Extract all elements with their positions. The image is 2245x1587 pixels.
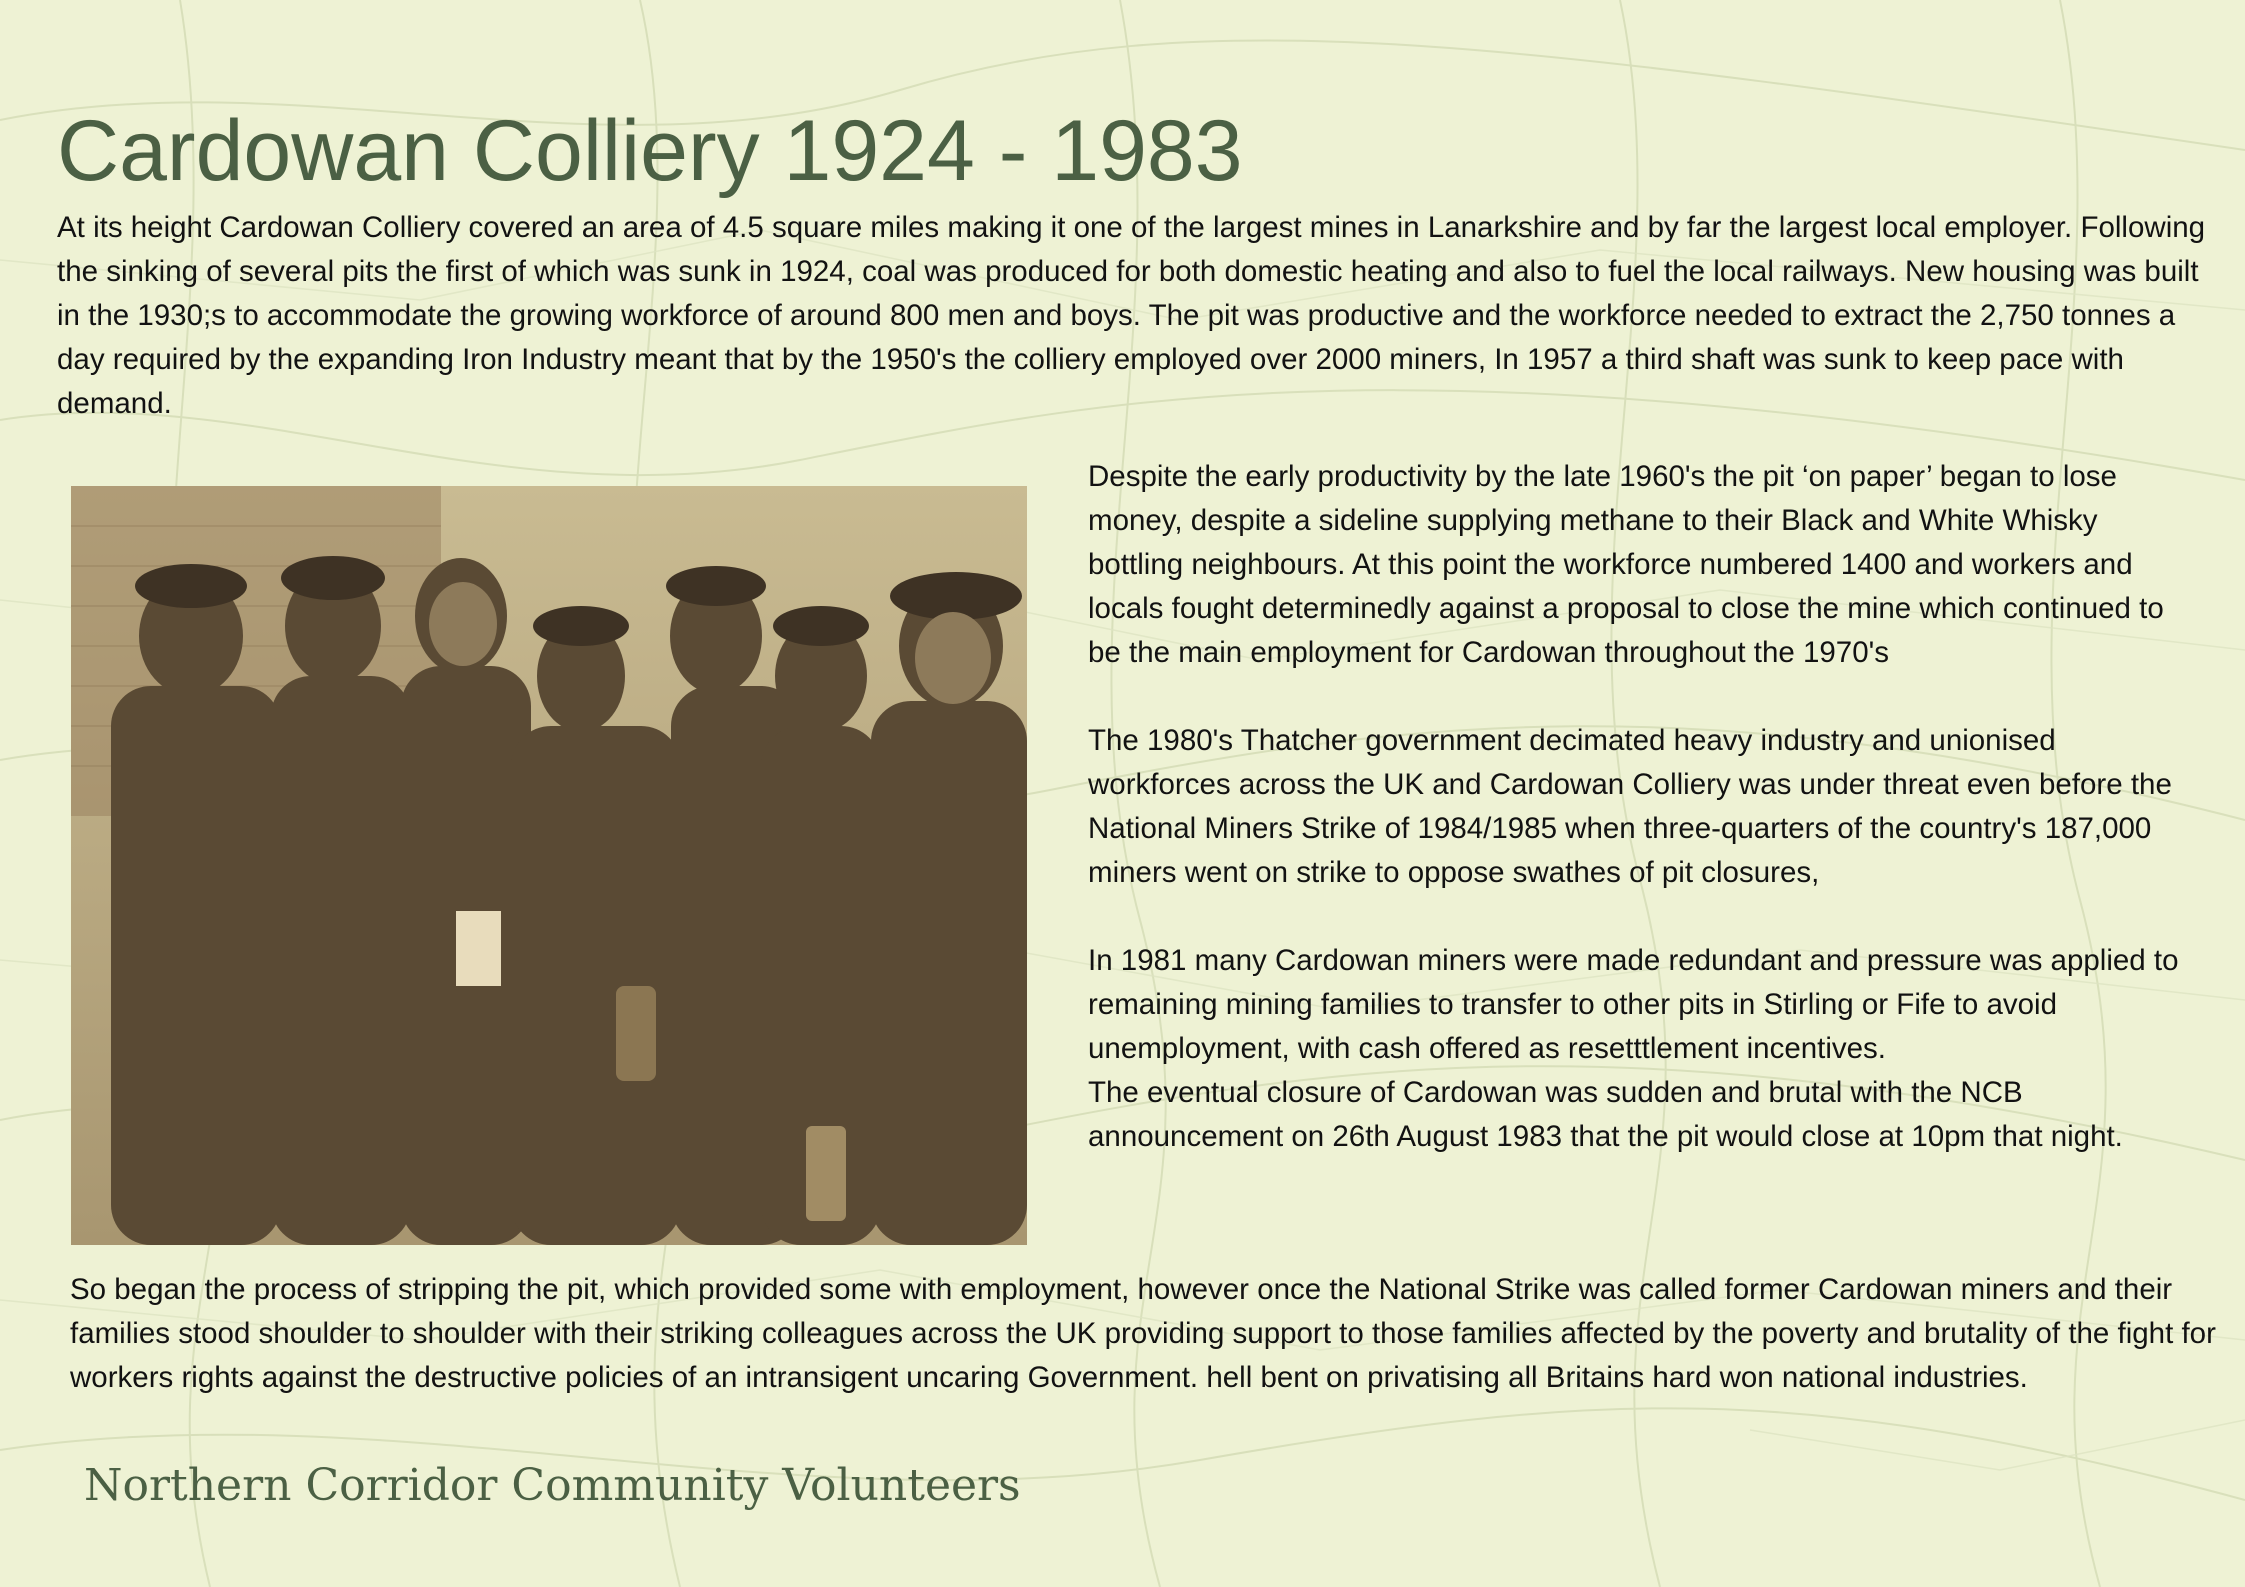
footer-organisation: Northern Corridor Community Volunteers (84, 1460, 1021, 1511)
page-title: Cardowan Colliery 1924 - 1983 (57, 103, 1243, 199)
right-paragraph-1: Despite the early productivity by the late 1960's the pit ‘on paper’ began to lose money, despite a sideline supplying methane to their Black and White Whisky bottling neighbours. At this point the workforce numbered 1400 and workers and locals fought determinedly against a proposal to close the mine which continued to be the main employment for Cardowan throughout the 1970's (1088, 460, 2164, 669)
right-paragraph-3: In 1981 many Cardowan miners were made redundant and pressure was applied to remaining mining families to transfer to other pits in Stirling or Fife to avoid unemployment, with cash offered as resetttlement incentives. (1088, 944, 2179, 1065)
right-column (1088, 455, 2188, 1159)
right-paragraph-2: The 1980's Thatcher government decimated heavy industry and unionised workforces across the UK and Cardowan Colliery was under threat even before the National Miners Strike of 1984/1985 when three-quarters of the country's 187,000 miners went on strike to oppose swathes of pit closures, (1088, 724, 2172, 889)
closing-paragraph: So began the process of stripping the pit, which provided some with employment, however once the National Strike was called former Cardowan miners and their families stood shoulder to shoulder with their striking colleagues across the UK providing support to those families affected by the poverty and brutality of the fight for workers rights against the destructive policies of an intransigent uncaring Government. hell bent on privatising all Britains hard won national industries. (70, 1273, 2216, 1394)
miners-photo (71, 486, 1027, 1245)
right-paragraph-4: The eventual closure of Cardowan was sudden and brutal with the NCB announcement on 26th August 1983 that the pit would close at 10pm that night. (1088, 1076, 2123, 1153)
intro-paragraph: At its height Cardowan Colliery covered an area of 4.5 square miles making it one of the largest mines in Lanarkshire and by far the largest local employer. Following the sinking of several pits the first of which was sunk in 1924, coal was produced for both domestic heating and also to fuel the local railways. New housing was built in the 1930;s to accommodate the growing workforce of around 800 men and boys. The pit was productive and the workforce needed to extract the 2,750 tonnes a day required by the expanding Iron Industry meant that by the 1950's the colliery employed over 2000 miners, In 1957 a third shaft was sunk to keep pace with demand. (57, 211, 2206, 420)
